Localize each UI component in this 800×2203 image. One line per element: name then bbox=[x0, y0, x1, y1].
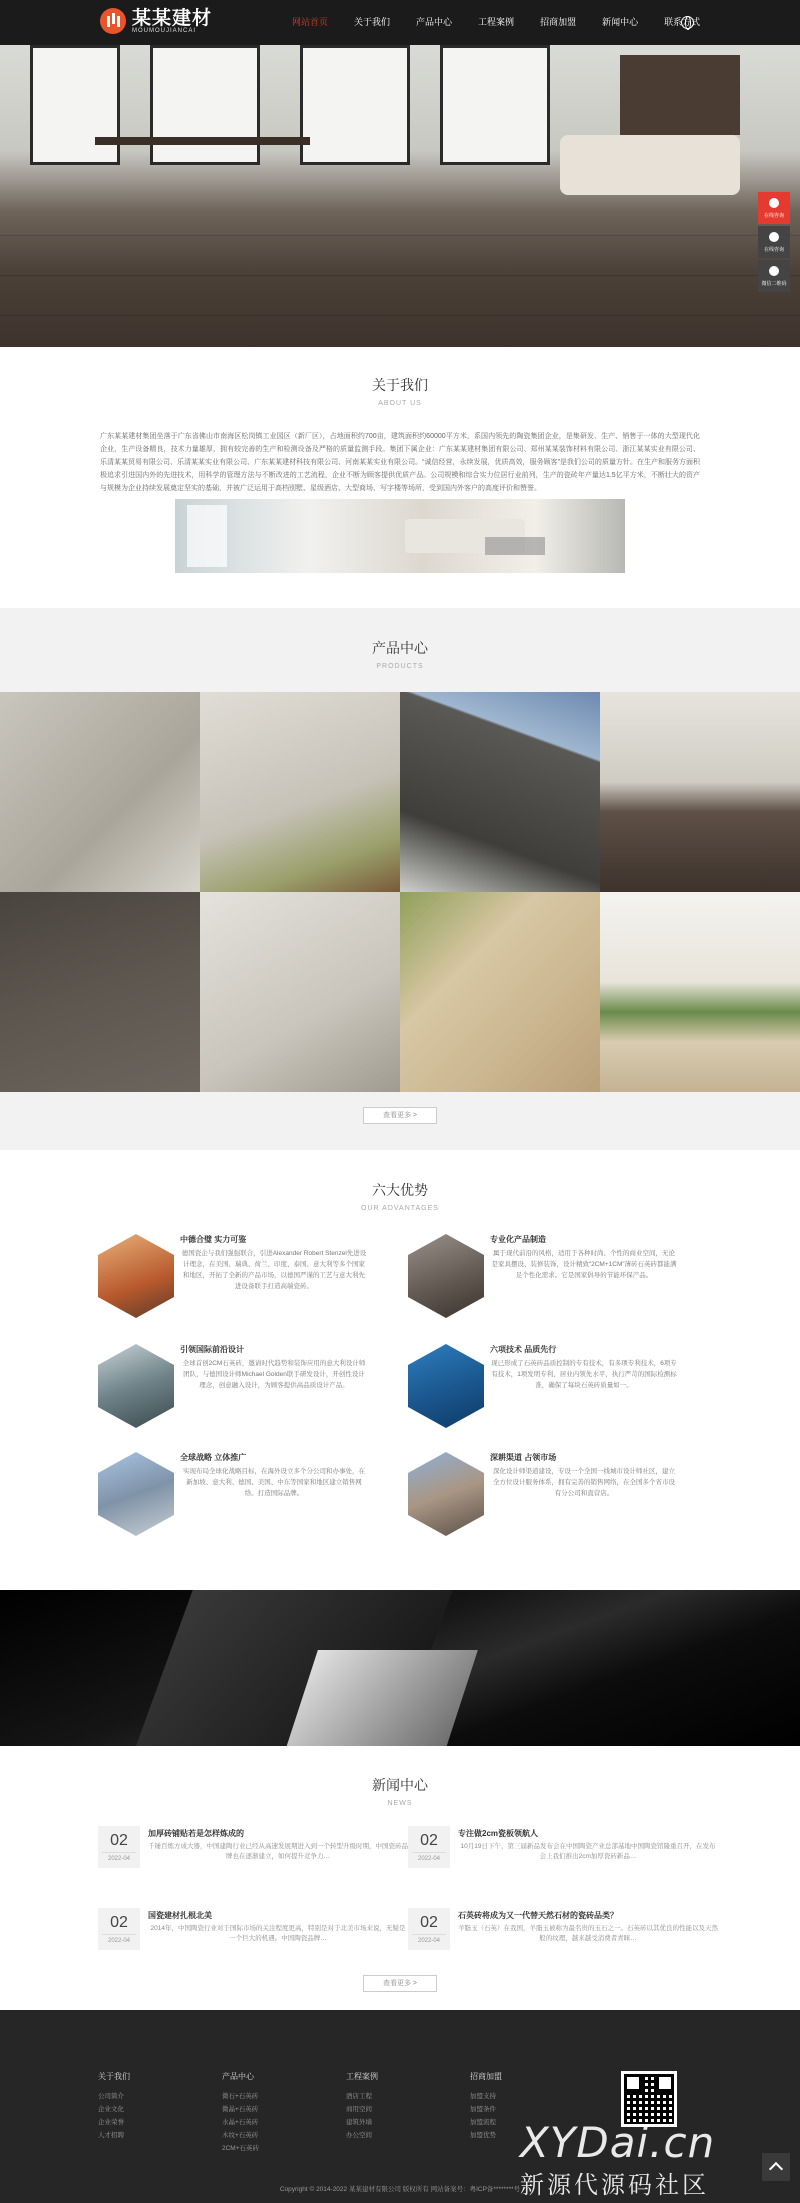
advantage-desc: 全球首创2CM石英砖，邀请时代趋势和装饰应用的意大利设计师团队，与德国设计师Michael Golden联手研发设计，开创性设计理念，创意融入设计，为顾客提供高品质设计产品。 bbox=[182, 1360, 366, 1389]
footer-link[interactable]: 加盟优势 bbox=[470, 2132, 496, 2139]
products-more-button[interactable]: 查看更多 > bbox=[363, 1107, 437, 1124]
product-tile[interactable] bbox=[400, 692, 600, 892]
middle-banner bbox=[0, 1590, 800, 1746]
advantage-image bbox=[98, 1344, 174, 1428]
window-image bbox=[300, 45, 410, 165]
advantage-item bbox=[408, 1452, 738, 1542]
news-date: 02 2022-04 bbox=[408, 1908, 450, 1950]
footer-col-products: 产品中心 微石+石英砖 微晶+石英砖 水晶+石英砖 木纹+石英砖 2CM+石英砖 bbox=[222, 2071, 259, 2155]
product-tile[interactable] bbox=[400, 892, 600, 1092]
footer-link[interactable]: 建筑外墙 bbox=[346, 2119, 372, 2126]
footer-link[interactable]: 水晶+石英砖 bbox=[222, 2119, 259, 2126]
products-title: 产品中心 bbox=[372, 640, 428, 656]
advantage-image bbox=[408, 1452, 484, 1536]
side-consult-button[interactable]: 在线咨询 bbox=[758, 192, 790, 224]
footer-link[interactable]: 公司简介 bbox=[98, 2093, 124, 2100]
logo-name: 某某建材 bbox=[132, 7, 213, 29]
logo[interactable] bbox=[100, 8, 212, 34]
shelf-image bbox=[620, 55, 740, 135]
side-float-bar bbox=[758, 192, 790, 294]
main-nav bbox=[283, 0, 717, 45]
news-desc: 千锤百炼方成大器，中国建陶行业已经从高速发展期进入到一个转型升级时期，中国瓷砖品牌也在逐渐建立，如何提升竞争力… bbox=[148, 1843, 408, 1860]
advantage-title: 专业化产品制造 bbox=[490, 1235, 546, 1244]
news-item[interactable] bbox=[98, 1826, 428, 1896]
bell-icon bbox=[769, 198, 779, 208]
watermark: XYDai.cn 新源代源码社区 bbox=[520, 2118, 716, 2199]
table-image bbox=[95, 137, 310, 145]
advantage-title: 引领国际前沿设计 bbox=[180, 1345, 244, 1354]
copyright: Copyright © 2014-2022 某某建材有限公司 版权所有 网站备案号：粤ICP备********号 bbox=[279, 2186, 521, 2193]
footer-link[interactable]: 2CM+石英砖 bbox=[222, 2145, 260, 2152]
nav-news[interactable]: 新闻中心 bbox=[602, 17, 639, 27]
advantage-desc: 深化设计师渠道建设，专设一个全国一线城市设计师社区，建立全方位设计服务体系，拥有完善的销售网络，在全国多个省市设有分公司和直营店。 bbox=[493, 1468, 675, 1497]
news-item[interactable] bbox=[408, 1826, 738, 1896]
news-title[interactable]: 国瓷建材扎根北美 bbox=[148, 1911, 212, 1920]
news-date: 02 2022-04 bbox=[408, 1826, 450, 1868]
about-text: 广东某某建材集团坐落于广东省佛山市南海区松岗镇工业园区（新厂区），占地面积约700亩，建筑面积约60000平方米，系国内领先的陶瓷集团企业，是集研发、生产、销售于一体的大型现代化企业，生产设备精良，技术力量雄厚，拥有较完善的生产和检测设备及严格的质量监测手段。集团下属企业：广东某某建材集团有限公司、郑州某某装饰材料有限公司、浙江某某实业有限公司、乐清某某贸易有限公司、乐清某某实业有限公司、广东某某建材科技有限公司、河南某某实业有限公司。“诚信经营，永续发展，优质高效，服务顾客”是我们公司的质量方针。在生产和服务方面积极追求引进国内外的先进技术，用科学的管理方法与不断改进的工艺流程，企业不断为顾客提供优质产品。公司规模和综合实力位居行业前列，生产的瓷砖年产量达1.5亿平方米，不断壮大的资产与规模为企业持续发展奠定坚实的基础，并被广泛运用于高档别墅、星级酒店、大型商场、写字楼等场所，受到国内外客户的高度评价和赞誉。 bbox=[100, 433, 700, 492]
advantage-image bbox=[98, 1452, 174, 1536]
footer-link[interactable]: 企业文化 bbox=[98, 2106, 124, 2113]
news-item[interactable] bbox=[98, 1908, 428, 1978]
advantage-desc: 德国瓷企与我们强强联合，引进Alexander Robert Stenzel先进设计理念，在美国、瑞典、荷兰、印度、泰国、意大利等多个国家和地区，开拓了全新的产品市场，以德国严谨的工艺与意大利先进设备联手打造高端瓷砖。 bbox=[181, 1250, 367, 1290]
news-desc: 羊脂玉（石英）在我国，羊脂玉被称为最名贵的玉石之一。石英砖以其优良的性能以及天然般的纹理，越来越受消费者青睐… bbox=[458, 1925, 718, 1942]
footer-link[interactable]: 办公空间 bbox=[346, 2132, 372, 2139]
globe-icon[interactable] bbox=[681, 16, 694, 29]
advantage-item bbox=[408, 1234, 738, 1324]
advantage-title: 六项技术 品质先行 bbox=[490, 1345, 557, 1354]
advantage-desc: 属于现代前沿的风格，适用于各种时尚、个性的商业空间，无论是家具摆设、装修装饰，设计精致“2CM+1CM”薄砖石英砖都能满足个性化需求。它是国家倡导的节能环保产品。 bbox=[491, 1250, 677, 1279]
news-desc: 10月19日下午，第三届新品发布会在中国陶瓷产业总部基地中国陶瓷馆隆重召开，在发布会上我们推出2cm加厚瓷砖新品… bbox=[460, 1843, 716, 1860]
about-title: 关于我们 bbox=[372, 377, 428, 393]
window-image bbox=[30, 45, 120, 165]
footer-link[interactable]: 企业荣誉 bbox=[98, 2119, 124, 2126]
news-subtitle: NEWS bbox=[0, 1800, 800, 1807]
news-title[interactable]: 石英砖将成为又一代替天然石材的瓷砖品类？ bbox=[458, 1911, 618, 1920]
nav-about[interactable]: 关于我们 bbox=[354, 17, 391, 27]
side-qrcode-button[interactable]: 微信二维码 bbox=[758, 260, 790, 292]
footer-link[interactable]: 加盟条件 bbox=[470, 2106, 496, 2113]
side-chat-button[interactable]: 在线咨询 bbox=[758, 226, 790, 258]
chat-icon bbox=[769, 232, 779, 242]
news-item[interactable] bbox=[408, 1908, 738, 1978]
footer-link[interactable]: 人才招聘 bbox=[98, 2132, 124, 2139]
news-title: 新闻中心 bbox=[372, 1777, 428, 1793]
logo-subname: MOUMOUJIANCAI bbox=[132, 28, 196, 34]
nav-home[interactable]: 网站首页 bbox=[292, 17, 329, 27]
footer-col-cases: 工程案例 酒店工程 商用空间 建筑外墙 办公空间 bbox=[346, 2071, 378, 2142]
product-tile[interactable] bbox=[0, 692, 200, 892]
about-subtitle: ABOUT US bbox=[0, 400, 800, 407]
sofa-image bbox=[560, 135, 740, 195]
footer-col-franchise: 招商加盟 加盟支持 加盟条件 加盟流程 加盟优势 bbox=[470, 2071, 502, 2142]
product-grid bbox=[0, 692, 800, 1092]
advantage-title: 全球战略 立体推广 bbox=[180, 1453, 247, 1462]
footer-link[interactable]: 微石+石英砖 bbox=[222, 2093, 259, 2100]
nav-contact[interactable]: 联系方式 bbox=[664, 17, 701, 27]
advantages-subtitle: OUR ADVANTAGES bbox=[0, 1205, 800, 1212]
footer-col-about: 关于我们 公司简介 企业文化 企业荣誉 人才招聘 bbox=[98, 2071, 130, 2142]
footer-link[interactable]: 木纹+石英砖 bbox=[222, 2132, 259, 2139]
advantage-item bbox=[98, 1452, 428, 1542]
qrcode-icon bbox=[769, 266, 779, 276]
product-tile[interactable] bbox=[200, 892, 400, 1092]
advantage-item bbox=[408, 1344, 738, 1434]
window-image bbox=[440, 45, 550, 165]
product-tile[interactable] bbox=[0, 892, 200, 1092]
footer-link[interactable]: 微晶+石英砖 bbox=[222, 2106, 259, 2113]
advantage-image bbox=[408, 1344, 484, 1428]
nav-cases[interactable]: 工程案例 bbox=[478, 17, 515, 27]
nav-franchise[interactable]: 招商加盟 bbox=[540, 17, 577, 27]
advantage-image bbox=[98, 1234, 174, 1318]
product-tile[interactable] bbox=[600, 692, 800, 892]
footer-link[interactable]: 商用空间 bbox=[346, 2106, 372, 2113]
advantage-item bbox=[98, 1344, 428, 1434]
footer-link[interactable]: 加盟流程 bbox=[470, 2119, 496, 2126]
news-title[interactable]: 专注做2cm瓷板领航人 bbox=[458, 1829, 539, 1838]
footer-link[interactable]: 加盟支持 bbox=[470, 2093, 496, 2100]
advantage-title: 深耕渠道 占领市场 bbox=[490, 1453, 557, 1462]
advantage-title: 中德合璧 实力可鉴 bbox=[180, 1235, 247, 1244]
window-image bbox=[150, 45, 260, 165]
news-date: 02 2022-04 bbox=[98, 1908, 140, 1950]
back-to-top-button[interactable] bbox=[762, 2153, 790, 2181]
advantage-image bbox=[408, 1234, 484, 1318]
news-more-button[interactable]: 查看更多 > bbox=[363, 1975, 437, 1992]
product-tile[interactable] bbox=[600, 892, 800, 1092]
product-tile[interactable] bbox=[200, 692, 400, 892]
advantage-desc: 实现布局全球化战略目标，在海外设立多个分公司和办事处，在新加坡、意大利、德国、美国、中东等国家和地区建立销售网络。打造国际品牌。 bbox=[183, 1468, 365, 1497]
advantages-title: 六大优势 bbox=[372, 1182, 428, 1198]
nav-products[interactable]: 产品中心 bbox=[416, 17, 453, 27]
site-header bbox=[0, 0, 800, 45]
footer-link[interactable]: 酒店工程 bbox=[346, 2093, 372, 2100]
advantage-desc: 现已形成了石英砖品质控制的专有技术，有多项专利技术，6项专有技术，1项发明专利，居业内领先水平，执行严苛的国际检测标准，确保了每块石英砖质量如一。 bbox=[491, 1360, 677, 1389]
logo-mark-icon bbox=[100, 8, 126, 34]
hero-banner bbox=[0, 45, 800, 347]
news-desc: 2014年，中国陶瓷行业对于国际市场的关注程度更高，特别是对于北美市场来说，无疑是一个巨大的机遇。中国陶瓷品牌… bbox=[150, 1925, 406, 1942]
news-date: 02 2022-04 bbox=[98, 1826, 140, 1868]
products-subtitle: PRODUCTS bbox=[0, 663, 800, 670]
news-title[interactable]: 加厚砖铺贴若是怎样炼成的 bbox=[148, 1829, 244, 1838]
about-image bbox=[175, 499, 625, 573]
advantage-item bbox=[98, 1234, 428, 1324]
